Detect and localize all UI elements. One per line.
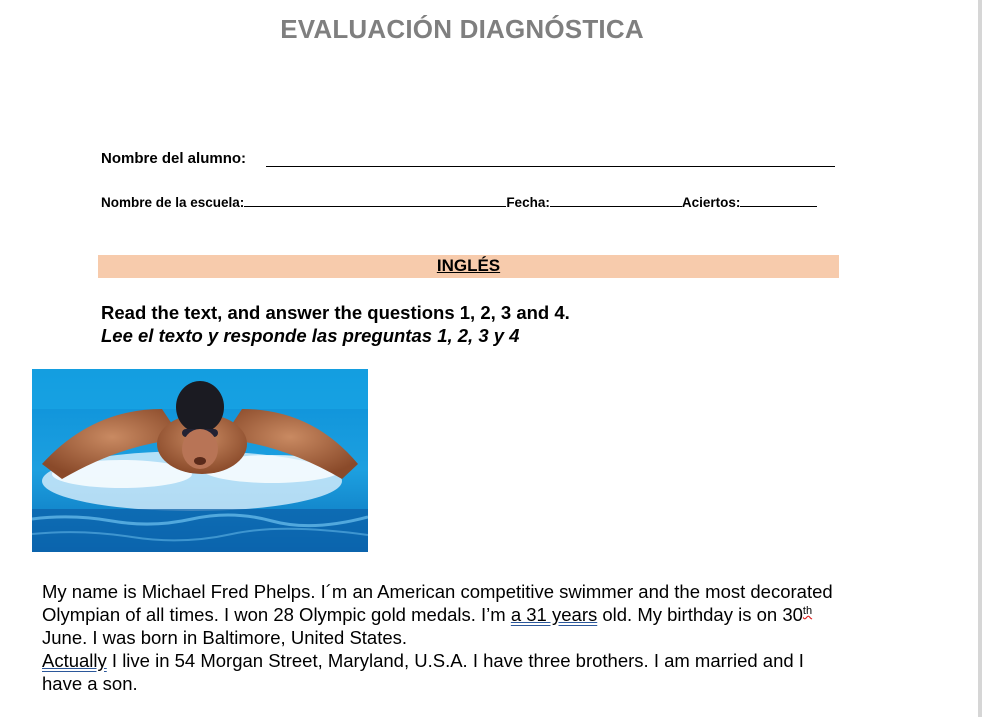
school-name-field[interactable] (244, 192, 506, 207)
passage-text: My name is Michael Fred Phelps. I´m an American competitive swimmer and the most decorated Olympian of all times. I won 28 Olympic gold medals. I’m (42, 581, 833, 625)
swimmer-photo (32, 369, 368, 552)
school-name-label: Nombre de la escuela: (101, 195, 245, 210)
score-field[interactable] (740, 192, 817, 207)
student-name-field[interactable] (266, 166, 835, 167)
reading-passage (42, 580, 842, 695)
passage-text: I live in 54 Morgan Street, Maryland, U.S.A. I have three brothers. I am married and I have a son. (42, 650, 804, 694)
instructions-english: Read the text, and answer the questions 1, 2, 3 and 4. (101, 302, 570, 323)
grammar-flagged-text[interactable]: Actually (42, 650, 107, 671)
page-edge (978, 0, 982, 717)
date-field[interactable] (550, 192, 682, 207)
school-info-row (101, 192, 817, 210)
instructions (101, 301, 570, 347)
instructions-spanish: Lee el texto y responde las preguntas 1, 2, 3 y 4 (101, 325, 520, 346)
grammar-flagged-text[interactable]: a 31 years (510, 604, 598, 625)
spelling-flagged-text[interactable]: th (802, 604, 813, 617)
passage-text: June. I was born in Baltimore, United States. (42, 627, 408, 648)
swimmer-photo-graphic (32, 369, 368, 552)
page-title: EVALUACIÓN DIAGNÓSTICA (280, 14, 644, 44)
section-band (98, 255, 839, 278)
score-label: Aciertos: (681, 195, 741, 210)
section-label: INGLÉS (436, 256, 501, 275)
student-name-label: Nombre del alumno: (101, 150, 247, 167)
passage-text: old. My birthday is on 30 (597, 604, 803, 625)
date-label: Fecha: (506, 195, 550, 210)
